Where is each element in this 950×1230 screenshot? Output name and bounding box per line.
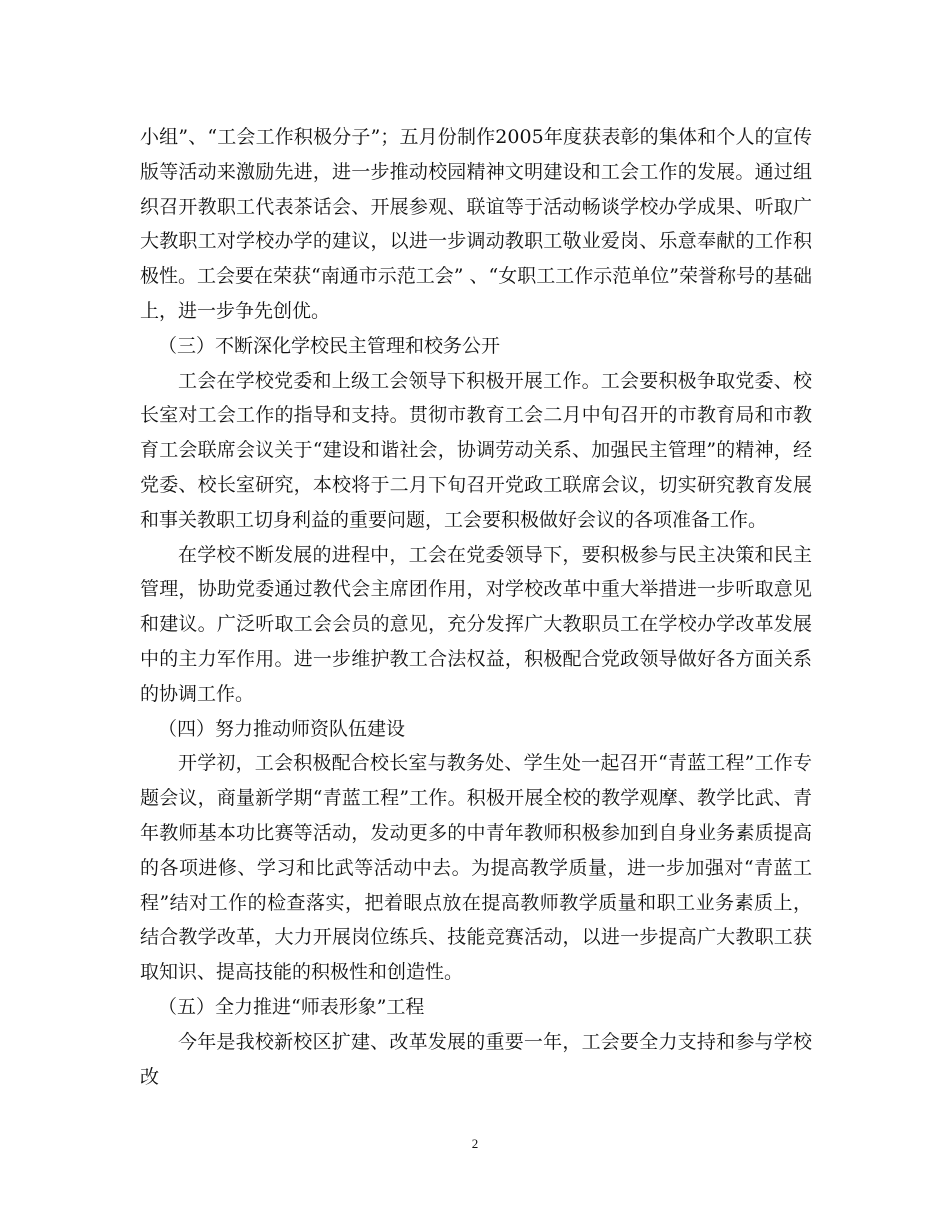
paragraph: 在学校不断发展的进程中，工会在党委领导下，要积极参与民主决策和民主管理，协助党委通过教代会主席团作用，对学校改革中重大举措进一步听取意见和建议。广泛听取工会会员的意见，充分发挥广大教职员工在学校办学改革发展中的主力军作用。进一步维护教工合法权益，积极配合党政领导做好各方面关系的协调工作。 <box>140 543 812 705</box>
page-number: 2 <box>471 1136 479 1151</box>
paragraph: 今年是我校新校区扩建、改革发展的重要一年，工会要全力支持和参与学校改 <box>140 1030 812 1088</box>
paragraph: 工会在学校党委和上级工会领导下积极开展工作。工会要积极争取党委、校长室对工会工作的指导和支持。贯彻市教育工会二月中旬召开的市教育局和市教育工会联席会议关于“建设和谐社会，协调劳动关系、加强民主管理”的精神，经党委、校长室研究，本校将于二月下旬召开党政工联席会议，切实研究教育发展和事关教职工切身利益的重要问题，工会要积极做好会议的各项准备工作。 <box>140 369 812 531</box>
section-heading-3: （三）不断深化学校民主管理和校务公开 <box>158 334 501 357</box>
document-body <box>140 120 812 1094</box>
section-heading-4: （四）努力推动师资队伍建设 <box>158 717 406 740</box>
section-heading-5: （五）全力推进“师表形象”工程 <box>158 995 425 1018</box>
paragraph: 开学初，工会积极配合校长室与教务处、学生处一起召开“青蓝工程”工作专题会议，商量新学期“青蓝工程”工作。积极开展全校的教学观摩、教学比武、青年教师基本功比赛等活动，发动更多的中青年教师积极参加到自身业务素质提高的各项进修、学习和比武等活动中去。为提高教学质量，进一步加强对“青蓝工程”结对工作的检查落实，把着眼点放在提高教师教学质量和职工业务素质上，结合教学改革，大力开展岗位练兵、技能竞赛活动，以进一步提高广大教职工获取知识、提高技能的积极性和创造性。 <box>140 752 812 984</box>
paragraph-continuation: 小组”、“工会工作积极分子”；五月份制作2005年度获表彰的集体和个人的宣传版等活动来激励先进，进一步推动校园精神文明建设和工会工作的发展。通过组织召开教职工代表茶话会、开展参观、联谊等于活动畅谈学校办学成果、听取广大教职工对学校办学的建议，以进一步调动教职工敬业爱岗、乐意奉献的工作积极性。工会要在荣获“南通市示范工会” 、“女职工工作示范单位”荣誉称号的基础上，进一步争先创优。 <box>140 126 812 322</box>
